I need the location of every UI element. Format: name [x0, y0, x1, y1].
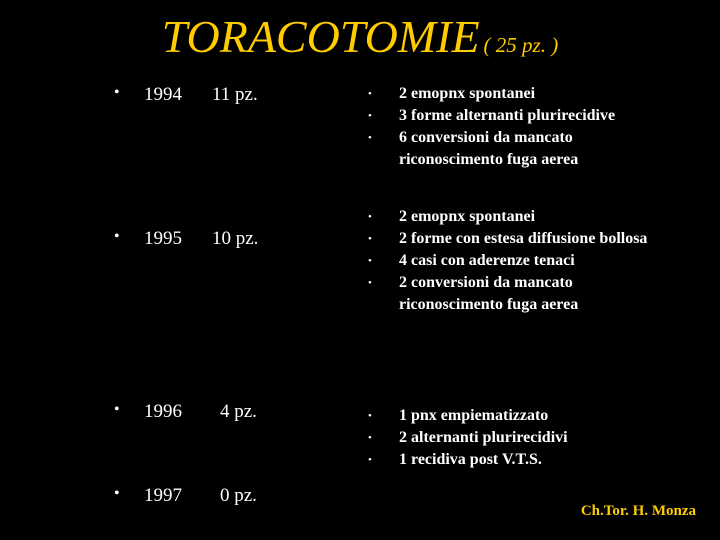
- year-label: 1995: [144, 228, 182, 249]
- year-label: 1994: [144, 84, 182, 105]
- patient-count: 0 pz.: [220, 485, 257, 506]
- slide-title: [0, 10, 720, 63]
- bullet: •: [368, 233, 372, 245]
- note-item: [368, 405, 669, 427]
- bullet: •: [114, 485, 120, 502]
- note-text: 2 conversioni da mancato riconoscimento fuga aerea: [399, 274, 579, 313]
- note-text: 1 pnx empiematizzato: [399, 407, 549, 424]
- bullet: •: [368, 432, 372, 444]
- year-label: 1997: [144, 485, 182, 506]
- title-subtitle: ( 25 pz. ): [483, 33, 559, 57]
- note-item: [368, 427, 669, 449]
- bullet: •: [368, 132, 372, 144]
- bullet: •: [368, 211, 372, 223]
- notes-1995: [368, 206, 669, 316]
- patient-count: 10 pz.: [212, 228, 259, 249]
- notes-1996: [368, 405, 669, 471]
- bullet: •: [368, 277, 372, 289]
- bullet: •: [114, 401, 120, 418]
- bullet: •: [368, 454, 372, 466]
- patient-count: 11 pz.: [212, 84, 258, 105]
- note-item: [368, 83, 669, 105]
- notes-1994: [368, 83, 669, 171]
- note-text: 4 casi con aderenze tenaci: [399, 252, 575, 269]
- note-text: 2 emopnx spontanei: [399, 208, 536, 225]
- patient-count: 4 pz.: [220, 401, 257, 422]
- note-item: [368, 206, 669, 228]
- note-text: 2 forme con estesa diffusione bollosa: [399, 230, 648, 247]
- note-text: 3 forme alternanti plurirecidive: [399, 107, 616, 124]
- bullet: •: [368, 410, 372, 422]
- bullet: •: [114, 228, 120, 245]
- note-item: [368, 272, 669, 316]
- note-text: 1 recidiva post V.T.S.: [399, 451, 542, 468]
- note-text: 6 conversioni da mancato riconoscimento fuga aerea: [399, 129, 579, 168]
- author-credit: Ch.Tor. H. Monza: [580, 503, 696, 519]
- title-main: TORACOTOMIE: [161, 11, 480, 62]
- bullet: •: [368, 255, 372, 267]
- year-label: 1996: [144, 401, 182, 422]
- bullet: •: [114, 84, 120, 101]
- note-item: [368, 250, 669, 272]
- note-text: 2 emopnx spontanei: [399, 85, 536, 102]
- note-item: [368, 228, 669, 250]
- note-item: [368, 105, 669, 127]
- note-text: 2 alternanti plurirecidivi: [399, 429, 568, 446]
- note-item: [368, 449, 669, 471]
- bullet: •: [368, 110, 372, 122]
- note-item: [368, 127, 669, 171]
- bullet: •: [368, 88, 372, 100]
